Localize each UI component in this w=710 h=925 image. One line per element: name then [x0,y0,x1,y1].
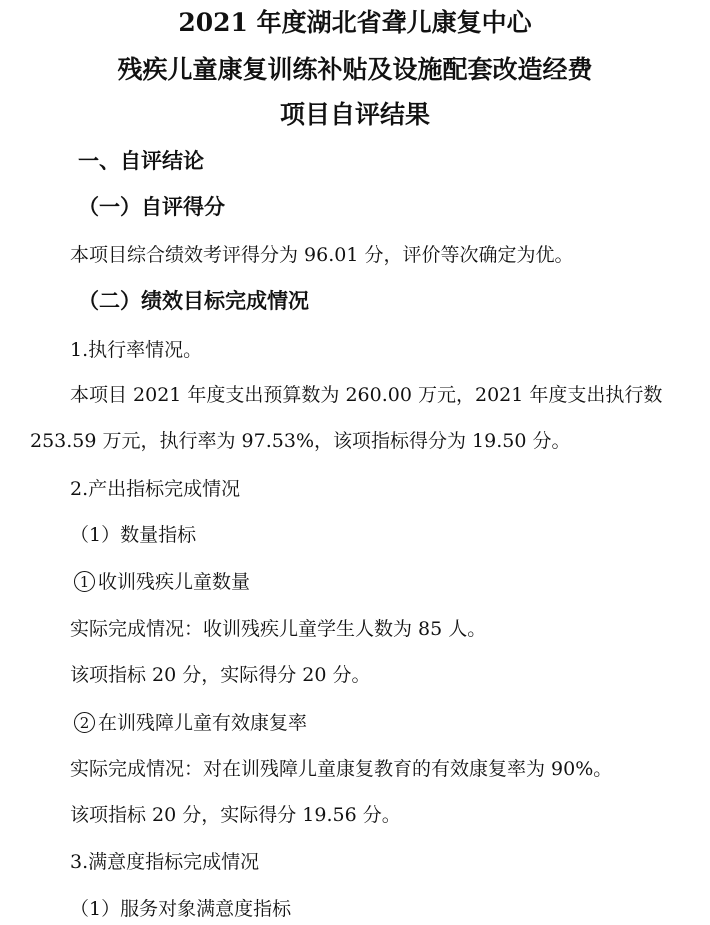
indicator-2-score: 该项指标 20 分，实际得分 19.56 分。 [70,804,401,826]
indicator-2-actual: 实际完成情况：对在训残障儿童康复教育的有效康复率为 90%。 [70,758,613,780]
title-line-2: 残疾儿童康复训练补贴及设施配套改造经费 [117,55,593,84]
item-execution-rate: 1.执行率情况。 [70,339,203,361]
title-line-1: 2021 年度湖北省聋儿康复中心 [178,8,532,37]
indicator-1-actual: 实际完成情况：收训残疾儿童学生人数为 85 人。 [70,618,487,640]
indicator-1-heading [74,568,250,595]
execution-paragraph-line-2: 253.59 万元，执行率为 97.53%，该项指标得分为 19.50 分。 [30,430,571,452]
indicator-2-label: 在训残障儿童有效康复率 [98,711,308,734]
execution-paragraph-line-1: 本项目 2021 年度支出预算数为 260.00 万元，2021 年度支出执行数 [70,384,663,406]
title-line-3: 项目自评结果 [279,100,430,129]
section-heading-self-evaluation-conclusion: 一、自评结论 [78,148,204,173]
circled-number-2-icon: 2 [74,712,95,733]
indicator-1-score: 该项指标 20 分，实际得分 20 分。 [70,664,371,686]
subheading-performance-goals: （二）绩效目标完成情况 [78,288,309,313]
service-satisfaction-heading: （1）服务对象满意度指标 [70,898,292,920]
indicator-2-heading [74,709,307,736]
score-paragraph: 本项目综合绩效考评得分为 96.01 分，评价等次确定为优。 [70,244,574,266]
circled-number-1-icon: 1 [74,571,95,592]
indicator-1-label: 收训残疾儿童数量 [98,570,251,593]
subheading-self-evaluation-score: （一）自评得分 [78,194,225,219]
item-satisfaction-indicators: 3.满意度指标完成情况 [70,851,260,873]
item-output-indicators: 2.产出指标完成情况 [70,478,241,500]
quantity-indicators-heading: （1）数量指标 [70,524,197,546]
